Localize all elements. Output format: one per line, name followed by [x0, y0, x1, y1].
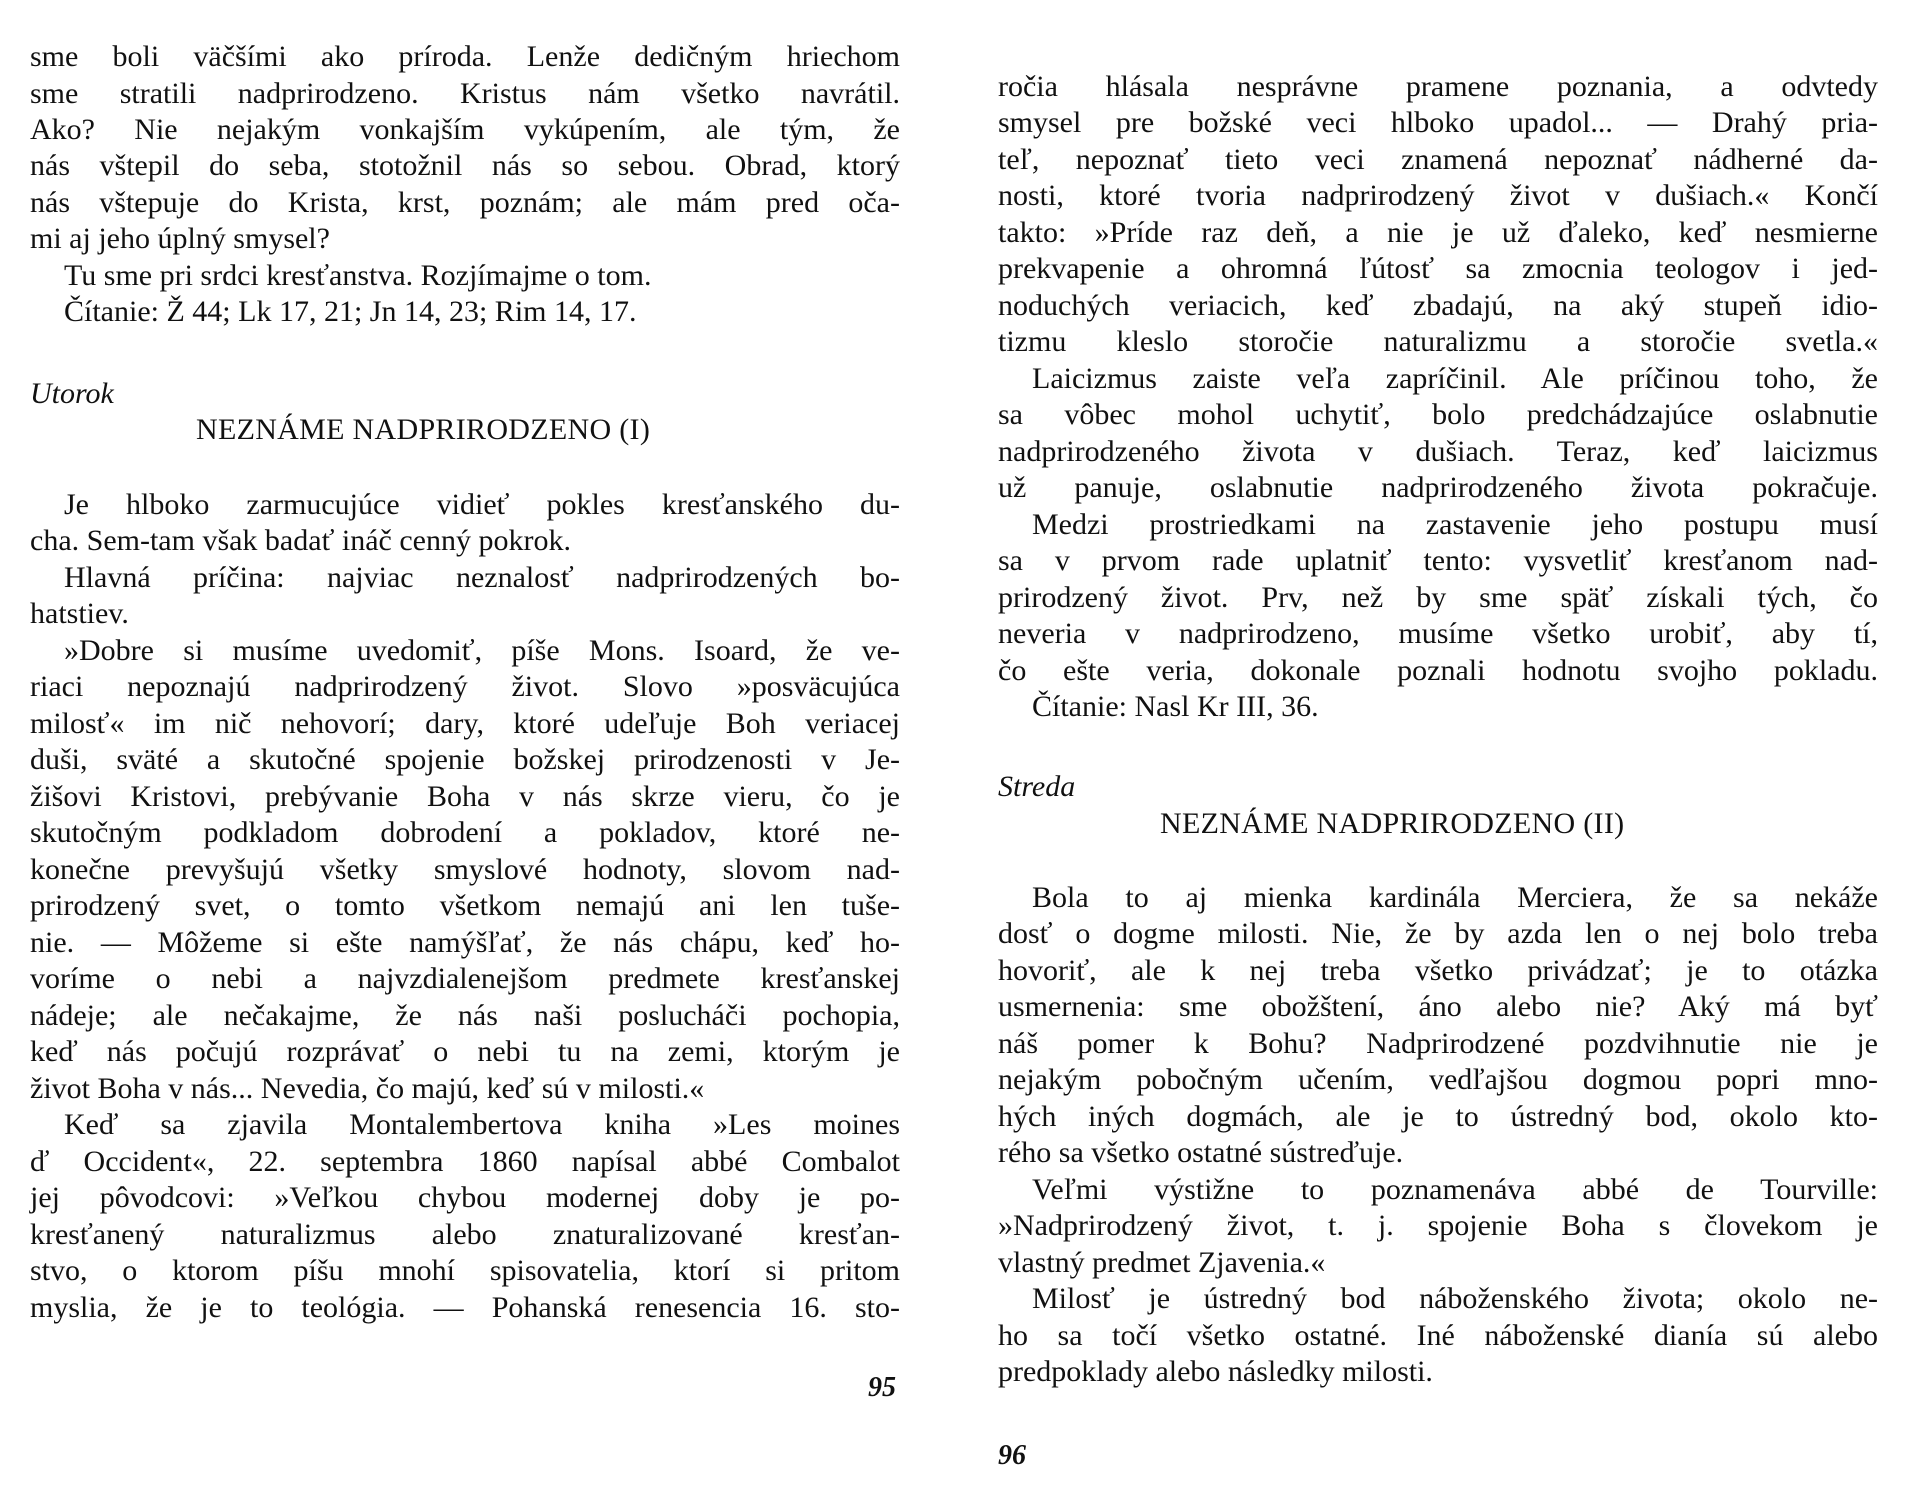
text-line: žišovi Kristovi, prebývanie Boha v nás skrze vieru, čo je: [30, 780, 900, 813]
text-line: hých iných dogmách, ale je to ústredný bod, okolo kto-: [998, 1100, 1878, 1133]
section-day-label: Utorok: [30, 377, 114, 410]
text-line: už panuje, oslabnutie nadprirodzeného života pokračuje.: [998, 471, 1878, 504]
text-line: nosti, ktoré tvoria nadprirodzený život v dušiach.« Končí: [998, 179, 1878, 212]
text-line: sme boli väčšími ako príroda. Lenže dedičným hriechom: [30, 40, 900, 73]
text-line: Čítanie: Nasl Kr III, 36.: [1032, 690, 1319, 723]
text-line: Veľmi výstižne to poznamenáva abbé de Tourville:: [1032, 1173, 1878, 1206]
text-line: stvo, o ktorom píšu mnohí spisovatelia, ktorí si pritom: [30, 1254, 900, 1287]
text-line: »Dobre si musíme uvedomiť, píše Mons. Isoard, že ve-: [64, 634, 900, 667]
text-line: nás vštepil do seba, stotožnil nás so sebou. Obrad, ktorý: [30, 149, 900, 182]
text-line: sme stratili nadprirodzeno. Kristus nám všetko navrátil.: [30, 77, 900, 110]
text-line: ho sa točí všetko ostatné. Iné náboženské dianía sú alebo: [998, 1319, 1878, 1352]
text-line: náš pomer k Bohu? Nadprirodzené pozdvihnutie nie je: [998, 1027, 1878, 1060]
page-number: 96: [998, 1440, 1026, 1471]
section-heading: NEZNÁME NADPRIRODZENO (I): [196, 413, 651, 446]
text-line: Laicizmus zaiste veľa zapríčinil. Ale príčinou toho, že: [1032, 362, 1878, 395]
text-line: cha. Sem-tam však badať ináč cenný pokrok.: [30, 524, 571, 557]
text-line: voríme o nebi a najvzdialenejšom predmete kresťanskej: [30, 962, 900, 995]
right-page: [998, 0, 1878, 1500]
text-line: nie. — Môžeme si ešte namýšľať, že nás chápu, keď ho-: [30, 926, 900, 959]
text-line: Tu sme pri srdci kresťanstva. Rozjímajme o tom.: [64, 259, 652, 292]
text-line: dosť o dogme milosti. Nie, že by azda len o nej bolo treba: [998, 917, 1878, 950]
text-line: teľ, nepoznať tieto veci znamená nepoznať nádherné da-: [998, 143, 1878, 176]
text-line: vlastný predmet Zjavenia.«: [998, 1246, 1326, 1279]
text-line: sa vôbec mohol uchytiť, bolo predchádzajúce oslabnutie: [998, 398, 1878, 431]
text-line: usmernenia: sme obožštení, áno alebo nie? Aký má byť: [998, 990, 1878, 1023]
text-line: prekvapenie a ohromná ľútosť sa zmocnia teologov i jed-: [998, 252, 1878, 285]
text-line: Keď sa zjavila Montalembertova kniha »Les moines: [64, 1108, 900, 1141]
text-line: Ako? Nie nejakým vonkajším vykúpením, ale tým, že: [30, 113, 900, 146]
text-line: »Nadprirodzený život, t. j. spojenie Boha s človekom je: [998, 1209, 1878, 1242]
text-line: Hlavná príčina: najviac neznalosť nadprirodzených bo-: [64, 561, 900, 594]
text-line: smysel pre božské veci hlboko upadol... — Drahý pria-: [998, 106, 1878, 139]
text-line: myslia, že je to teológia. — Pohanská renesencia 16. sto-: [30, 1291, 900, 1324]
page-number: 95: [868, 1372, 896, 1403]
text-line: takto: »Príde raz deň, a nie je už ďaleko, keď nesmierne: [998, 216, 1878, 249]
text-line: keď nás počujú rozprávať o nebi tu na zemi, ktorým je: [30, 1035, 900, 1068]
text-line: hatstiev.: [30, 597, 129, 630]
text-line: milosť« im nič nehovorí; dary, ktoré udeľuje Boh veriacej: [30, 707, 900, 740]
text-line: duši, sväté a skutočné spojenie božskej prirodzenosti v Je-: [30, 743, 900, 776]
text-line: kresťanený naturalizmus alebo znaturalizované kresťan-: [30, 1218, 900, 1251]
text-line: tizmu kleslo storočie naturalizmu a storočie svetla.«: [998, 325, 1878, 358]
text-line: Milosť je ústredný bod náboženského života; okolo ne-: [1032, 1282, 1878, 1315]
text-line: prirodzený svet, o tomto všetkom nemajú ani len tuše-: [30, 889, 900, 922]
text-line: Čítanie: Ž 44; Lk 17, 21; Jn 14, 23; Rim 14, 17.: [64, 295, 637, 328]
left-page: [30, 0, 900, 1500]
text-line: skutočným podkladom dobrodení a pokladov, ktoré ne-: [30, 816, 900, 849]
text-line: predpoklady alebo následky milosti.: [998, 1355, 1433, 1388]
text-line: rého sa všetko ostatné sústreďuje.: [998, 1136, 1404, 1169]
text-line: prirodzený život. Prv, než by sme späť získali tých, čo: [998, 581, 1878, 614]
text-line: jej pôvodcovi: »Veľkou chybou modernej doby je po-: [30, 1181, 900, 1214]
text-line: nádeje; ale nečakajme, že nás naši poslucháči pochopia,: [30, 999, 900, 1032]
text-line: riaci nepoznajú nadprirodzený život. Slovo »posväcujúca: [30, 670, 900, 703]
text-line: čo ešte veria, dokonale poznali hodnotu svojho pokladu.: [998, 654, 1878, 687]
text-line: život Boha v nás... Nevedia, čo majú, keď sú v milosti.«: [30, 1072, 705, 1105]
text-line: konečne prevyšujú všetky smyslové hodnoty, slovom nad-: [30, 853, 900, 886]
text-line: Bola to aj mienka kardinála Merciera, že sa nekáže: [1032, 881, 1878, 914]
text-line: mi aj jeho úplný smysel?: [30, 222, 330, 255]
text-line: Medzi prostriedkami na zastavenie jeho postupu musí: [1032, 508, 1878, 541]
text-line: Je hlboko zarmucujúce vidieť pokles kresťanského du-: [64, 488, 900, 521]
text-line: noduchých veriacich, keď zbadajú, na aký stupeň idio-: [998, 289, 1878, 322]
text-line: ročia hlásala nesprávne pramene poznania, a odvtedy: [998, 70, 1878, 103]
section-day-label: Streda: [998, 770, 1076, 803]
text-line: nejakým pobočným učením, vedľajšou dogmou popri mno-: [998, 1063, 1878, 1096]
text-line: nás vštepuje do Krista, krst, poznám; ale mám pred oča-: [30, 186, 900, 219]
text-line: ď Occident«, 22. septembra 1860 napísal abbé Combalot: [30, 1145, 900, 1178]
text-line: hovoriť, ale k nej treba všetko privádzať; je to otázka: [998, 954, 1878, 987]
section-heading: NEZNÁME NADPRIRODZENO (II): [1160, 807, 1625, 840]
text-line: sa v prvom rade uplatniť tento: vysvetliť kresťanom nad-: [998, 544, 1878, 577]
text-line: nadprirodzeného života v dušiach. Teraz, keď laicizmus: [998, 435, 1878, 468]
text-line: neveria v nadprirodzeno, musíme všetko urobiť, aby tí,: [998, 617, 1878, 650]
